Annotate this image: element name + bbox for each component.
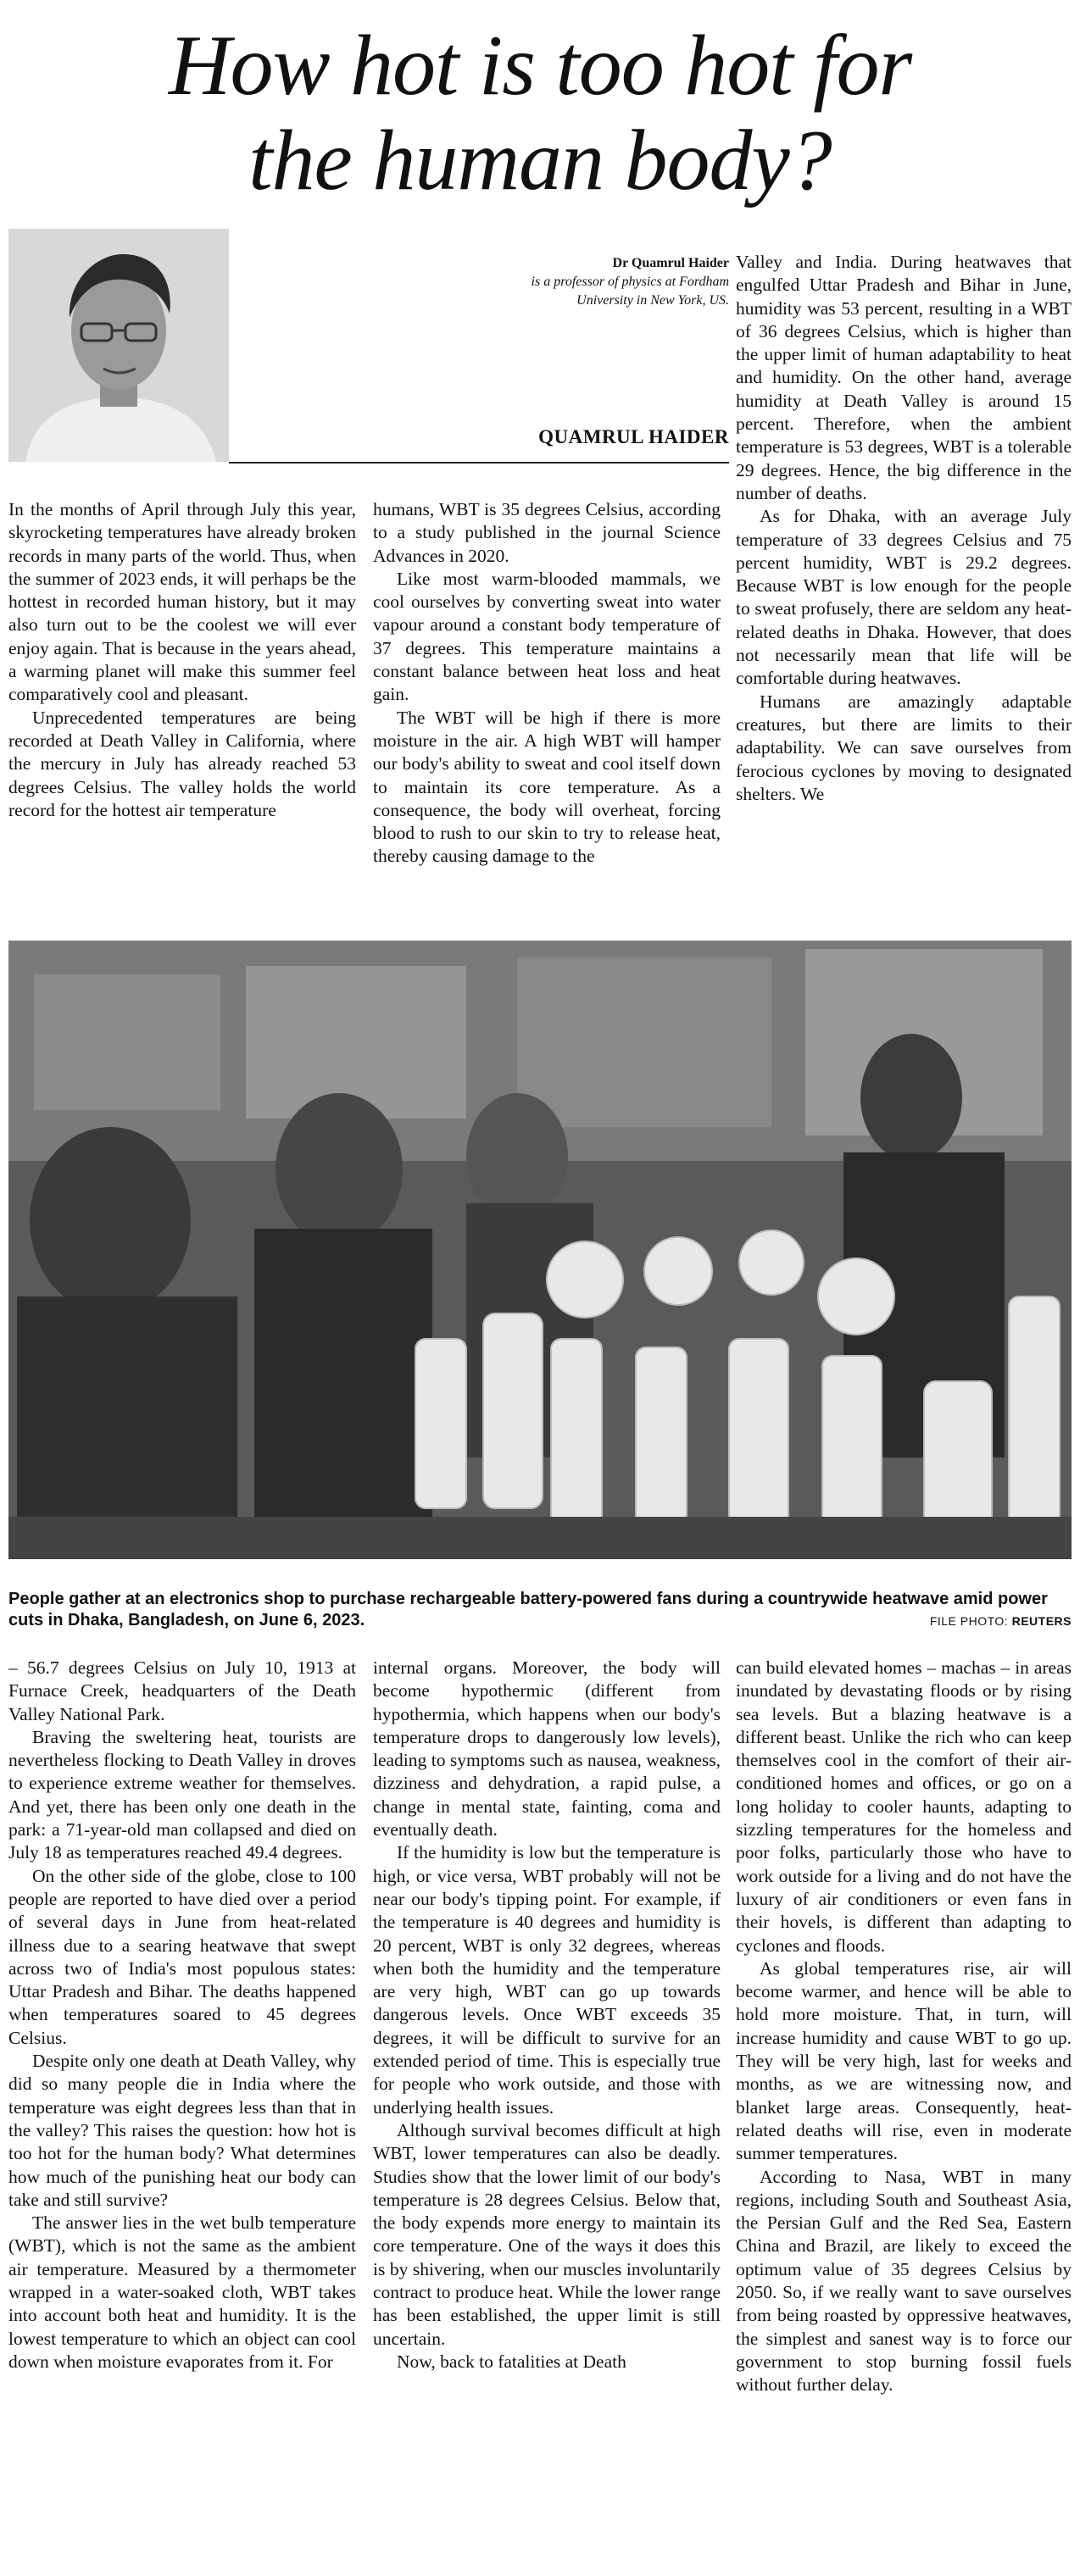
paragraph: Now, back to fatalities at Death	[397, 2351, 626, 2372]
paragraph: internal organs. Moreover, the body will become hypothermic (different from hypothermia, which happens when our body's temperature drops to dangerously low levels), leading to symptoms such as nausea, weakness, dizziness and dehydration, a rapid pulse, a change in mental state, fainting, coma and eventually death.	[373, 1657, 721, 1840]
paragraph: The WBT will be high if there is more moisture in the air. A high WBT will hamper our body's ability to sweat and cool itself down to maintain its core temperature. As a consequence, the body will overheat, forcing blood to rush to our skin to try to release heat, thereby causing damage to the	[373, 707, 721, 867]
paragraph: On the other side of the globe, close to 100 people are reported to have died over a period of several days in June from heat-related illness due to a searing heatwave that swept across two of India's most populous states: Uttar Pradesh and Bihar. The deaths happened when temperatures soared to 45 degrees Celsius.	[8, 1865, 356, 2048]
author-portrait	[8, 229, 229, 462]
photo-caption: People gather at an electronics shop to purchase rechargeable battery-powered fans during a countrywide heatwave amid power cuts in Dhaka, Bangladesh, on June 6, 2023.	[8, 1590, 1048, 1629]
top-column-3	[736, 251, 1072, 806]
top-column-1	[8, 498, 356, 822]
portrait-illustration	[8, 229, 229, 462]
paragraph: As global temperatures rise, air will become warmer, and hence will be able to hold more moisture. That, in turn, will increase humidity and cause WBT to go up. They will be very high, last for weeks and months, as we are witnessing now, and blanket large areas. Consequently, heat-related deaths will rise, even in moderate summer temperatures.	[736, 1957, 1072, 2164]
paragraph: – 56.7 degrees Celsius on July 10, 1913 at Furnace Creek, headquarters of the Death Valley National Park.	[8, 1657, 356, 1724]
author-description: is a professor of physics at Fordham University in New York, US.	[531, 275, 729, 308]
paragraph: Like most warm-blooded mammals, we cool ourselves by converting sweat into water vapour around a constant body temperature of 37 degrees. This temperature maintains a constant balance between heat loss and heat gain.	[373, 568, 721, 705]
paragraph: Unprecedented temperatures are being recorded at Death Valley in California, where the mercury in July has already reached 53 degrees Celsius. The valley holds the world record for the hottest air temperature	[8, 707, 356, 820]
paragraph: humans, WBT is 35 degrees Celsius, according to a study published in the journal Science Advances in 2020.	[373, 499, 721, 566]
credit-label: FILE PHOTO:	[929, 1614, 1009, 1628]
paragraph: As for Dhaka, with an average July temperature of 33 degrees Celsius and 75 percent humidity, WBT is 29.2 degrees. Because WBT is low enough for the people to sweat profusely, there are seldom any heat-related deaths in Dhaka. However, that does not necessarily mean that life will be comfortable during heatwaves.	[736, 506, 1072, 689]
paragraph: Although survival becomes difficult at high WBT, lower temperatures can also be deadly. Studies show that the lower limit of our body's temperature is 28 degrees Celsius. Below that, the body expends more energy to maintain its core temperature. One of the ways it does this is by shivering, when our muscles involuntarily contract to produce heat. While the lower range has been established, the upper limit is still uncertain.	[373, 2119, 721, 2349]
top-column-2	[373, 498, 721, 869]
paragraph: Humans are amazingly adaptable creatures, but there are limits to their adaptability. We can save ourselves from ferocious cyclones by moving to designated shelters. We	[736, 691, 1072, 804]
paragraph: In the months of April through July this year, skyrocketing temperatures have already broken records in many parts of the world. Thus, when the summer of 2023 ends, it will perhaps be the hottest in recorded human history, but it may also turn out to be the coolest we will ever enjoy again. That is because in the years ahead, a warming planet will make this summer feel comparatively cool and pleasant.	[8, 499, 356, 705]
paragraph: Despite only one death at Death Valley, why did so many people die in India where the temperature was eight degrees less than that in the valley? This raises the question: how hot is too hot for the human body? What determines how much of the punishing heat our body can take and still survive?	[8, 2051, 356, 2210]
paragraph: The answer lies in the wet bulb temperature (WBT), which is not the same as the ambient air temperature. Measured by a thermometer wrapped in a water-soaked cloth, WBT takes into account both heat and humidity. It is the lowest temperature to which an object can cool down when moisture evaporates from it. For	[8, 2212, 356, 2372]
paragraph: Braving the sweltering heat, tourists are nevertheless flocking to Death Valley in droves to experience extreme weather for themselves. And yet, there has been only one death in the park: a 71-year-old man collapsed and died on July 18 as temperatures reached 49.4 degrees.	[8, 1726, 356, 1863]
author-info	[475, 254, 729, 310]
headline-line-1: How hot is too hot for	[168, 18, 912, 114]
author-name: Dr Quamrul Haider	[612, 256, 729, 270]
paragraph: According to Nasa, WBT in many regions, including South and Southeast Asia, the Persian Gulf and the Red Sea, Eastern China and Brazil, are likely to exceed the optimum value of 35 degrees Celsius by 2050. So, if we really want to save ourselves from being roasted by oppressive heatwaves, the simplest and sanest way is to force our government to stop burning fossil fuels without further delay.	[736, 2166, 1072, 2396]
bottom-column-3	[736, 1657, 1072, 2397]
credit-source: REUTERS	[1011, 1614, 1072, 1628]
photo-illustration	[8, 941, 1072, 1559]
headline	[0, 19, 1080, 208]
headline-line-2: the human body?	[248, 113, 832, 208]
paragraph: can build elevated homes – machas – in areas inundated by devastating floods or by rising sea levels. But a blazing heatwave is a different beast. Unlike the rich who can keep themselves cool in the comfort of their air-conditioned homes and offices, or go on a long holiday to cooler haunts, adapting to sizzling temperatures for the homeless and poor folks, particularly those who have to work outside for a living and do not have the luxury of air conditioners or even fans in their hovels, is different than adapting to cyclones and floods.	[736, 1657, 1072, 1956]
paragraph: If the humidity is low but the temperature is high, or vice versa, WBT probably will not be near our body's tipping point. For example, if the temperature is 40 degrees and humidity is 20 percent, WBT is only 32 degrees, whereas when both the humidity and the temperature are very high, WBT can go up towards dangerous levels. Once WBT exceeds 35 degrees, it will be difficult to survive for an extended period of time. This is especially true for people who work outside, and those with underlying health issues.	[373, 1842, 721, 2118]
byline-divider	[229, 462, 729, 464]
paragraph: Valley and India. During heatwaves that engulfed Uttar Pradesh and Bihar in June, humidity was 53 percent, resulting in a WBT of 36 degrees Celsius, which is higher than the upper limit of human adaptability to heat and humidity. On the other hand, average humidity at Death Valley is around 15 percent. Therefore, when the ambient temperature is 53 degrees, WBT is a tolerable 29 degrees. Hence, the big difference in the number of deaths.	[736, 252, 1072, 503]
byline: QUAMRUL HAIDER	[538, 426, 729, 447]
photo-credit	[8, 1614, 1072, 1628]
shop-photo	[8, 941, 1072, 1559]
bottom-column-2	[373, 1657, 721, 2373]
bottom-column-1	[8, 1657, 356, 2373]
